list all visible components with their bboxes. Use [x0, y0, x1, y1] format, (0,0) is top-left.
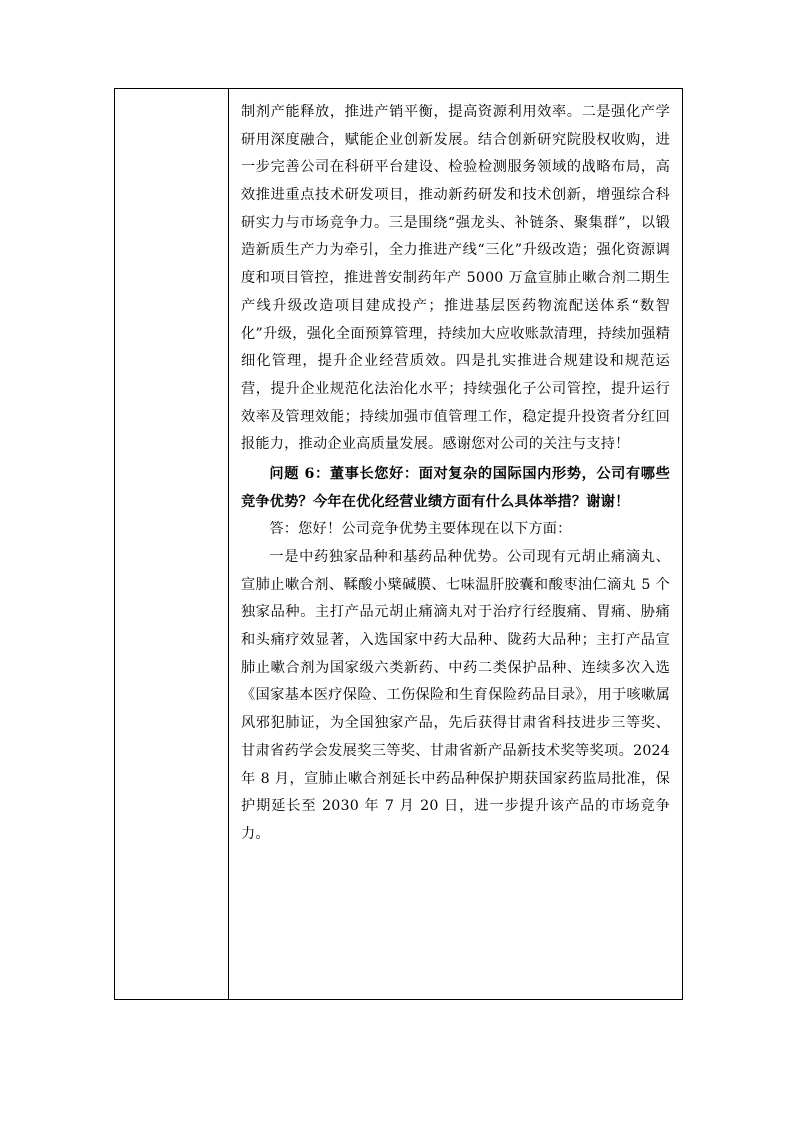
- table-row: [115, 89, 683, 1000]
- paragraph-continuation: 制剂产能释放，推进产销平衡，提高资源利用效率。二是强化产学研用深度融合，赋能企业创新发展。结合创新研究院股权收购，进一步完善公司在科研平台建设、检验检测服务领域的战略布局，高效推进重点技术研发项目，推动新药研发和技术创新，增强综合科研实力与市场竞争力。三是围绕“强龙头、补链条、聚集群”，以锻造新质生产力为牵引，全力推进产线“三化”升级改造；强化资源调度和项目管控，推进普安制药年产 5000 万盒宣肺止嗽合剂二期生产线升级改造项目建成投产；推进基层医药物流配送体系“数智化”升级，强化全面预算管理，持续加大应收账款清理，持续加强精细化管理，提升企业经营质效。四是扎实推进合规建设和规范运营，提升企业规范化法治化水平；持续强化子公司管控，提升运行效率及管理效能；持续加强市值管理工作，稳定提升投资者分红回报能力，推动企业高质量发展。感谢您对公司的关注与支持！: [241, 104, 670, 453]
- content-table: [114, 88, 683, 1000]
- label-column-text: [115, 89, 228, 999]
- answer-intro-paragraph: 答：您好！公司竞争优势主要体现在以下方面：: [269, 521, 572, 538]
- question-heading-6: 问题 6：董事长您好：面对复杂的国际国内形势，公司有哪些竞争优势？今年在优化经营业绩方面有什么具体举措？谢谢！: [241, 465, 670, 510]
- body-content: [229, 89, 682, 863]
- table-cell-label: [115, 89, 229, 1000]
- answer-point-1-paragraph: 一是中药独家品种和基药品种优势。公司现有元胡止痛滴丸、宣肺止嗽合剂、鞣酸小檗碱膜、七味温肝胶囊和酸枣油仁滴丸 5 个独家品种。主打产品元胡止痛滴丸对于治疗行经腹痛、胃痛、胁痛和头痛疗效显著，入选国家中药大品种、陇药大品种；主打产品宣肺止嗽合剂为国家级六类新药、中药二类保护品种、连续多次入选《国家基本医疗保险、工伤保险和生育保险药品目录》，用于咳嗽属风邪犯肺证，为全国独家产品，先后获得甘肃省科技进步三等奖、甘肃省药学会发展奖三等奖、甘肃省新产品新技术奖等奖项。2024 年 8 月，宣肺止嗽合剂延长中药品种保护期获国家药监局批准，保护期延长至 2030 年 7 月 20 日，进一步提升该产品的市场竞争力。: [241, 549, 670, 842]
- table-cell-body: [229, 89, 683, 1000]
